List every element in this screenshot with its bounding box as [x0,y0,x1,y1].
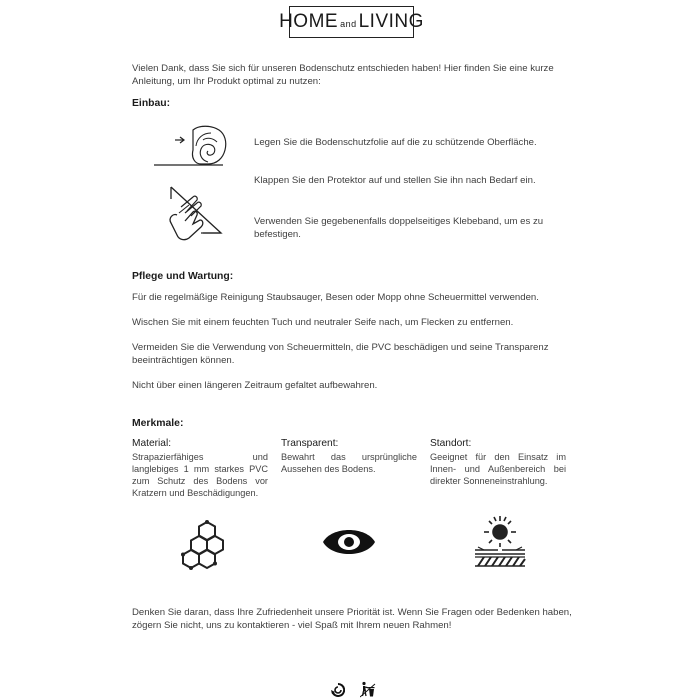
logo-living: LIVING [358,11,424,32]
sun-surface-icon [472,514,528,568]
intro-text: Vielen Dank, dass Sie sich für unseren Bodenschutz entschieden haben! Hier finden Sie eine kurze Anleitung, um Ihr Produkt optimal zu nutzen: [132,63,554,87]
feature-material-text: Strapazierfähiges und langlebiges 1 mm starkes PVC zum Schutz des Bodens vor Kratzern und Beschädigungen. [132,452,268,498]
einbau-step-1: Legen Sie die Bodenschutzfolie auf die zu schützende Oberfläche. [254,137,537,148]
pflege-item-4: Nicht über einen längeren Zeitraum gefaltet aufbewahren. [132,380,378,391]
pflege-heading: Pflege und Wartung: [132,271,234,282]
feature-standort-text: Geeignet für den Einsatz im Innen- und Außenbereich bei direkter Sonneneinstrahlung. [430,452,566,486]
feature-material-title: Material: [132,438,172,449]
merkmale-heading: Merkmale: [132,418,184,429]
brand-logo [279,6,424,38]
pflege-item-2: Wischen Sie mit einem feuchten Tuch und neutraler Seife nach, um Flecken zu entfernen. [132,317,514,328]
honeycomb-icon [178,518,224,572]
feature-transparent-text: Bewahrt das ursprüngliche Aussehen des Bodens. [281,452,417,474]
logo-and: and [340,19,357,29]
roll-icon [153,124,229,170]
einbau-heading: Einbau: [132,98,171,109]
feature-transparent-title: Transparent: [281,438,339,449]
feature-standort-title: Standort: [430,438,472,449]
recycle-icon [331,683,345,697]
eye-icon [322,522,376,562]
closing-text: Denken Sie daran, dass Ihre Zufriedenheit unsere Priorität ist. Wenn Sie Fragen oder Bedenken haben, zögern Sie nicht, uns zu kontaktieren - viel Spaß mit Ihrem neuen Rahmen! [132,607,572,631]
einbau-step-3: Verwenden Sie gegebenenfalls doppelseitiges Klebeband, um es zu befestigen. [254,216,544,240]
einbau-step-2: Klappen Sie den Protektor auf und stellen Sie ihn nach Bedarf ein. [254,175,536,186]
hand-press-icon [163,185,225,243]
trash-bin-icon [360,681,376,698]
logo-home: HOME [279,11,339,32]
pflege-item-3: Vermeiden Sie die Verwendung von Scheuermitteln, die PVC beschädigen und seine Transparenz beeinträchtigen können. [132,342,549,366]
pflege-item-1: Für die regelmäßige Reinigung Staubsauger, Besen oder Mopp ohne Scheuermittel verwenden. [132,292,539,303]
